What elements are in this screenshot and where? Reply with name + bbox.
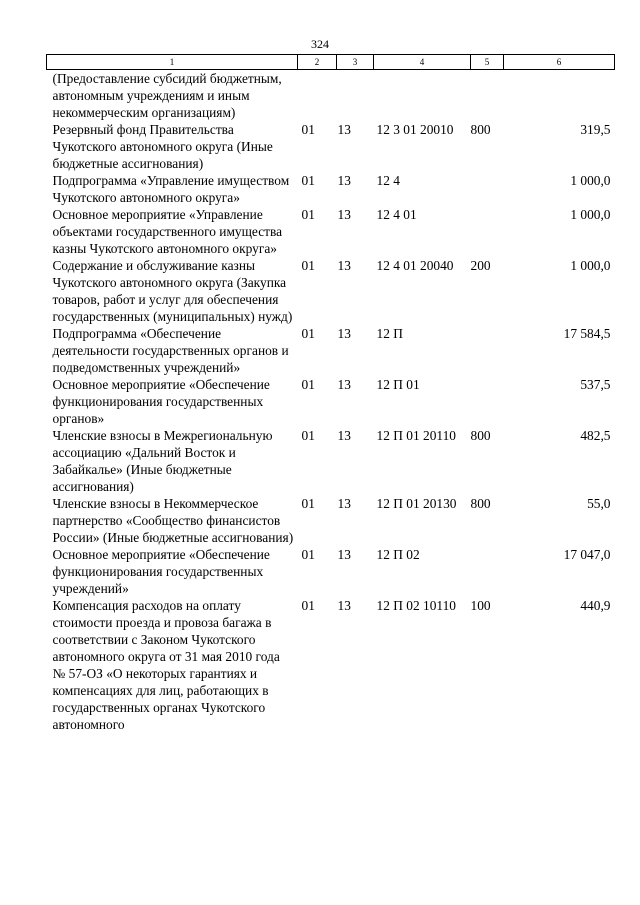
- table-body: [47, 70, 615, 734]
- row-name: Содержание и обслуживание казны Чукотского автономного округа (Закупка товаров, работ и услуг для обеспечения государственных (муниципальных) нужд): [52, 258, 293, 324]
- table-row: [47, 257, 615, 325]
- column-header-3: 3: [337, 55, 374, 70]
- row-amount: 1 000,0: [570, 258, 611, 273]
- row-amount: 55,0: [587, 496, 611, 511]
- row-subsection: 13: [337, 377, 351, 392]
- table-row: [47, 121, 615, 172]
- row-amount: 1 000,0: [570, 207, 611, 222]
- row-section: 01: [301, 326, 315, 341]
- row-subsection: 13: [337, 122, 351, 137]
- row-subsection: 13: [337, 326, 351, 341]
- row-section: 01: [301, 122, 315, 137]
- row-section: 01: [301, 173, 315, 188]
- row-name: Резервный фонд Правительства Чукотского автономного округа (Иные бюджетные ассигнования): [52, 122, 273, 171]
- row-expense-type: 800: [470, 122, 491, 137]
- row-expense-type: [471, 70, 504, 122]
- row-expense-type: 800: [470, 496, 491, 511]
- row-name: Членские взносы в Межрегиональную ассоциацию «Дальний Восток и Забайкалье» (Иные бюджетные ассигнования): [52, 428, 273, 494]
- row-amount: 17 584,5: [563, 326, 611, 341]
- row-target-code: 12 4 01 20040: [376, 258, 454, 273]
- row-expense-type: [471, 325, 504, 376]
- row-section: 01: [301, 496, 315, 511]
- row-subsection: 13: [337, 428, 351, 443]
- row-target-code: 12 П 01 20110: [376, 428, 456, 443]
- row-name: Подпрограмма «Обеспечение деятельности государственных органов и подведомственных учреждений»: [52, 326, 289, 375]
- row-target-code: 12 4 01: [376, 207, 417, 222]
- row-amount: 17 047,0: [563, 547, 611, 562]
- row-section: 01: [301, 377, 315, 392]
- row-expense-type: [471, 206, 504, 257]
- row-name: Компенсация расходов на оплату стоимости проезда и провоза багажа в соответствии с Законом Чукотского автономного округа от 31 мая 2010 года № 57-ОЗ «О некоторых гарантиях и компенсациях для лиц, работающих в государственных органах Чукотского автономного: [52, 598, 280, 732]
- row-target-code: 12 П 02: [376, 547, 420, 562]
- row-amount: [504, 70, 615, 122]
- page-number: 324: [311, 37, 329, 51]
- row-amount: 482,5: [580, 428, 611, 443]
- row-subsection: 13: [337, 547, 351, 562]
- row-name: Подпрограмма «Управление имуществом Чукотского автономного округа»: [52, 173, 290, 205]
- row-subsection: 13: [337, 173, 351, 188]
- column-header-2: 2: [298, 55, 337, 70]
- row-subsection: 13: [337, 258, 351, 273]
- row-expense-type: 800: [470, 428, 491, 443]
- table-row: [47, 70, 615, 122]
- row-section: 01: [301, 207, 315, 222]
- row-amount: 319,5: [580, 122, 611, 137]
- column-header-6: 6: [504, 55, 615, 70]
- table-header: [47, 55, 615, 70]
- row-amount: 537,5: [580, 377, 611, 392]
- table-row: [47, 546, 615, 597]
- table-row: [47, 597, 615, 733]
- row-section: 01: [301, 598, 315, 613]
- row-target-code: 12 П: [376, 326, 403, 341]
- row-name: Основное мероприятие «Обеспечение функционирования государственных учреждений»: [52, 547, 270, 596]
- row-name: (Предоставление субсидий бюджетным, автономным учреждениям и иным некоммерческим организациям): [52, 71, 282, 120]
- row-expense-type: 200: [470, 258, 491, 273]
- row-name: Основное мероприятие «Управление объектами государственного имущества казны Чукотского автономного округа»: [52, 207, 283, 256]
- table-row: [47, 427, 615, 495]
- row-subsection: 13: [337, 207, 351, 222]
- table-row: [47, 325, 615, 376]
- row-subsection: 13: [337, 496, 351, 511]
- budget-table: [46, 54, 615, 733]
- header-row: [47, 55, 615, 70]
- row-expense-type: [471, 376, 504, 427]
- row-target-code: 12 П 02 10110: [376, 598, 456, 613]
- table-row: [47, 376, 615, 427]
- table-row: [47, 495, 615, 546]
- row-target-code: 12 П 01 20130: [376, 496, 457, 511]
- row-target-code: [374, 70, 471, 122]
- row-section: 01: [301, 258, 315, 273]
- row-name: Членские взносы в Некоммерческое партнерство «Сообщество финансистов России» (Иные бюджетные ассигнования): [52, 496, 294, 545]
- row-subsection: 13: [337, 598, 351, 613]
- row-target-code: 12 3 01 20010: [376, 122, 454, 137]
- row-subsection: [337, 70, 374, 122]
- row-section: 01: [301, 547, 315, 562]
- row-expense-type: [471, 172, 504, 206]
- table-row: [47, 172, 615, 206]
- row-section: [298, 70, 337, 122]
- row-section: 01: [301, 428, 315, 443]
- column-header-4: 4: [374, 55, 471, 70]
- row-target-code: 12 П 01: [376, 377, 420, 392]
- column-header-1: 1: [47, 55, 298, 70]
- row-amount: 440,9: [580, 598, 611, 613]
- table-row: [47, 206, 615, 257]
- row-name: Основное мероприятие «Обеспечение функционирования государственных органов»: [52, 377, 270, 426]
- row-expense-type: 100: [470, 598, 491, 613]
- row-expense-type: [471, 546, 504, 597]
- row-amount: 1 000,0: [570, 173, 611, 188]
- row-target-code: 12 4: [376, 173, 400, 188]
- column-header-5: 5: [471, 55, 504, 70]
